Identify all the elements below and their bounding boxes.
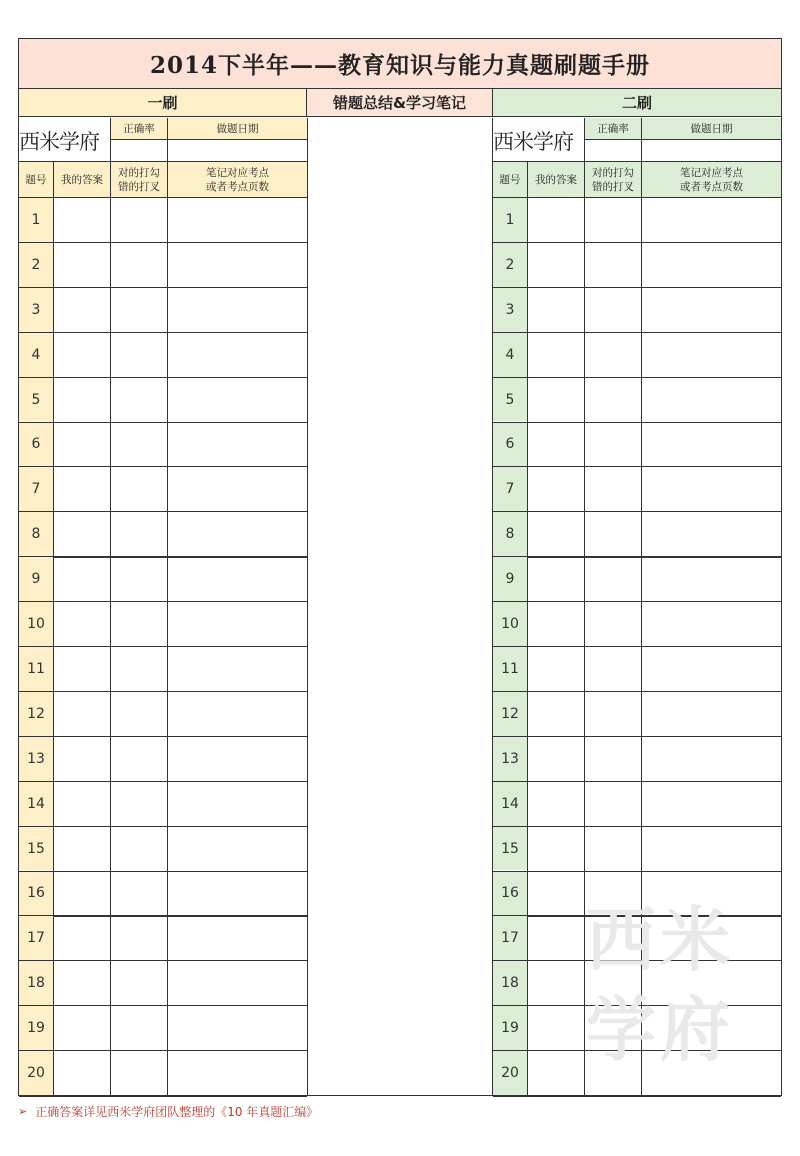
second-col-notes-line2: 或者考点页数 — [680, 180, 743, 193]
second-check-cell[interactable] — [584, 647, 641, 691]
second-answer-cell[interactable] — [527, 333, 584, 377]
first-check-cell[interactable] — [110, 602, 167, 646]
first-notes-cell[interactable] — [167, 1006, 307, 1050]
second-answer-cell[interactable] — [527, 512, 584, 556]
first-answer-cell[interactable] — [53, 1051, 110, 1095]
first-accuracy-value[interactable] — [110, 140, 167, 162]
second-brush-header: 二刷 — [493, 89, 781, 117]
first-answer-cell[interactable] — [53, 512, 110, 556]
first-col-number: 题号 — [19, 162, 53, 197]
second-check-cell[interactable] — [584, 378, 641, 422]
second-question-number: 8 — [493, 512, 527, 556]
first-check-cell[interactable] — [110, 647, 167, 691]
first-answer-cell[interactable] — [53, 692, 110, 736]
first-question-number: 6 — [19, 423, 53, 467]
second-check-cell[interactable] — [584, 782, 641, 826]
second-question-number: 3 — [493, 288, 527, 332]
first-check-cell[interactable] — [110, 198, 167, 242]
second-question-number: 10 — [493, 602, 527, 646]
first-notes-cell[interactable] — [167, 467, 307, 511]
second-question-number: 4 — [493, 333, 527, 377]
second-check-cell[interactable] — [584, 916, 641, 960]
arrow-icon: ➢ — [18, 1105, 28, 1118]
first-question-number: 2 — [19, 243, 53, 287]
second-question-number: 11 — [493, 647, 527, 691]
second-check-cell[interactable] — [584, 961, 641, 1005]
first-notes-cell[interactable] — [167, 333, 307, 377]
second-col-check — [584, 162, 641, 197]
first-col-notes-line1: 笔记对应考点 — [206, 166, 269, 179]
first-check-cell[interactable] — [110, 782, 167, 826]
second-column-divider — [527, 162, 528, 1095]
second-check-cell[interactable] — [584, 198, 641, 242]
second-question-number: 14 — [493, 782, 527, 826]
first-check-cell[interactable] — [110, 692, 167, 736]
second-question-number: 13 — [493, 737, 527, 781]
second-question-number: 9 — [493, 557, 527, 601]
first-answer-cell[interactable] — [53, 467, 110, 511]
second-question-number: 5 — [493, 378, 527, 422]
second-answer-cell[interactable] — [527, 288, 584, 332]
second-notes-cell[interactable] — [641, 872, 781, 916]
second-question-number: 15 — [493, 827, 527, 871]
second-check-cell[interactable] — [584, 737, 641, 781]
second-question-number: 12 — [493, 692, 527, 736]
second-question-number: 7 — [493, 467, 527, 511]
first-answer-cell[interactable] — [53, 916, 110, 960]
second-check-cell[interactable] — [584, 333, 641, 377]
second-date-value[interactable] — [641, 140, 781, 162]
second-question-number: 6 — [493, 423, 527, 467]
first-column-divider — [167, 162, 168, 1095]
second-check-cell[interactable] — [584, 1051, 641, 1095]
first-question-number: 13 — [19, 737, 53, 781]
first-question-number: 15 — [19, 827, 53, 871]
second-notes-cell[interactable] — [641, 916, 781, 960]
first-question-number: 1 — [19, 198, 53, 242]
second-answer-cell[interactable] — [527, 198, 584, 242]
first-check-cell[interactable] — [110, 243, 167, 287]
second-col-check-line2: 错的打叉 — [592, 180, 634, 193]
second-check-cell[interactable] — [584, 243, 641, 287]
second-logo: 西米学府 — [493, 130, 573, 154]
first-answer-cell[interactable] — [53, 602, 110, 646]
second-answer-cell[interactable] — [527, 692, 584, 736]
first-answer-cell[interactable] — [53, 288, 110, 332]
second-answer-cell[interactable] — [527, 872, 584, 916]
first-notes-cell[interactable] — [167, 512, 307, 556]
first-notes-cell[interactable] — [167, 378, 307, 422]
second-answer-cell[interactable] — [527, 737, 584, 781]
second-col-notes — [641, 162, 781, 197]
first-answer-cell[interactable] — [53, 827, 110, 871]
second-check-cell[interactable] — [584, 423, 641, 467]
first-notes-cell[interactable] — [167, 737, 307, 781]
second-check-cell[interactable] — [584, 557, 641, 601]
second-answer-cell[interactable] — [527, 782, 584, 826]
first-logo-row — [19, 118, 307, 162]
first-notes-cell[interactable] — [167, 692, 307, 736]
second-question-number: 20 — [493, 1051, 527, 1095]
second-check-cell[interactable] — [584, 288, 641, 332]
second-check-cell[interactable] — [584, 467, 641, 511]
first-answer-cell[interactable] — [53, 243, 110, 287]
second-answer-cell[interactable] — [527, 602, 584, 646]
second-accuracy-label: 正确率 — [584, 118, 641, 140]
second-notes-cell[interactable] — [641, 198, 781, 242]
second-answer-cell[interactable] — [527, 467, 584, 511]
first-answer-cell[interactable] — [53, 961, 110, 1005]
first-question-number: 20 — [19, 1051, 53, 1095]
second-question-number: 19 — [493, 1006, 527, 1050]
first-answer-cell[interactable] — [53, 737, 110, 781]
first-notes-cell[interactable] — [167, 961, 307, 1005]
second-col-notes-line1: 笔记对应考点 — [680, 166, 743, 179]
first-col-notes — [167, 162, 307, 197]
second-notes-cell[interactable] — [641, 782, 781, 826]
second-notes-cell[interactable] — [641, 288, 781, 332]
second-check-cell[interactable] — [584, 512, 641, 556]
second-notes-cell[interactable] — [641, 333, 781, 377]
second-answer-cell[interactable] — [527, 378, 584, 422]
first-check-cell[interactable] — [110, 467, 167, 511]
first-check-cell[interactable] — [110, 737, 167, 781]
second-answer-cell[interactable] — [527, 961, 584, 1005]
second-answer-cell[interactable] — [527, 916, 584, 960]
center-notes-header: 错题总结&学习笔记 — [307, 89, 493, 117]
first-logo: 西米学府 — [19, 130, 99, 154]
first-question-number: 5 — [19, 378, 53, 422]
second-date-label: 做题日期 — [641, 118, 781, 140]
first-answer-cell[interactable] — [53, 1006, 110, 1050]
second-answer-cell[interactable] — [527, 557, 584, 601]
second-notes-cell[interactable] — [641, 827, 781, 871]
first-check-cell[interactable] — [110, 512, 167, 556]
second-answer-cell[interactable] — [527, 1051, 584, 1095]
answer-sheet — [18, 38, 782, 1096]
second-question-number: 2 — [493, 243, 527, 287]
second-answer-cell[interactable] — [527, 1006, 584, 1050]
first-check-cell[interactable] — [110, 378, 167, 422]
second-notes-cell[interactable] — [641, 243, 781, 287]
first-answer-cell[interactable] — [53, 557, 110, 601]
first-check-cell[interactable] — [110, 872, 167, 916]
first-notes-cell[interactable] — [167, 782, 307, 826]
first-question-number: 14 — [19, 782, 53, 826]
first-question-number: 3 — [19, 288, 53, 332]
first-notes-cell[interactable] — [167, 423, 307, 467]
first-notes-cell[interactable] — [167, 243, 307, 287]
second-notes-cell[interactable] — [641, 647, 781, 691]
first-col-check — [110, 162, 167, 197]
first-check-cell[interactable] — [110, 288, 167, 332]
first-notes-cell[interactable] — [167, 647, 307, 691]
watermark-line1: 西米 — [586, 899, 734, 981]
second-notes-cell[interactable] — [641, 961, 781, 1005]
second-notes-cell[interactable] — [641, 1006, 781, 1050]
first-notes-cell[interactable] — [167, 557, 307, 601]
first-answer-cell[interactable] — [53, 333, 110, 377]
second-answer-cell[interactable] — [527, 827, 584, 871]
second-notes-cell[interactable] — [641, 512, 781, 556]
second-col-answer: 我的答案 — [527, 162, 584, 197]
first-notes-cell[interactable] — [167, 916, 307, 960]
watermark-line2: 学府 — [586, 989, 734, 1071]
first-notes-cell[interactable] — [167, 288, 307, 332]
first-col-answer: 我的答案 — [53, 162, 110, 197]
second-row-divider — [493, 1095, 781, 1097]
first-check-cell[interactable] — [110, 827, 167, 871]
first-check-cell[interactable] — [110, 557, 167, 601]
first-question-number: 17 — [19, 916, 53, 960]
second-notes-cell[interactable] — [641, 467, 781, 511]
second-accuracy-value[interactable] — [584, 140, 641, 162]
second-notes-cell[interactable] — [641, 423, 781, 467]
first-brush-panel — [19, 118, 307, 1095]
first-column-divider — [110, 162, 111, 1095]
first-notes-cell[interactable] — [167, 872, 307, 916]
first-answer-cell[interactable] — [53, 647, 110, 691]
first-col-check-line1: 对的打勾 — [118, 166, 160, 179]
first-question-number: 19 — [19, 1006, 53, 1050]
second-answer-cell[interactable] — [527, 423, 584, 467]
second-notes-cell[interactable] — [641, 378, 781, 422]
footer-note — [18, 1103, 318, 1120]
second-check-cell[interactable] — [584, 692, 641, 736]
second-notes-cell[interactable] — [641, 737, 781, 781]
first-notes-cell[interactable] — [167, 602, 307, 646]
footer-text: 正确答案详见西米学府团队整理的《10 年真题汇编》 — [35, 1105, 319, 1119]
second-answer-cell[interactable] — [527, 243, 584, 287]
first-question-number: 18 — [19, 961, 53, 1005]
first-notes-cell[interactable] — [167, 827, 307, 871]
second-question-number: 1 — [493, 198, 527, 242]
second-logo-row — [493, 118, 781, 162]
first-answer-cell[interactable] — [53, 423, 110, 467]
second-notes-cell[interactable] — [641, 557, 781, 601]
first-brush-header: 一刷 — [19, 89, 307, 117]
first-answer-cell[interactable] — [53, 782, 110, 826]
first-check-cell[interactable] — [110, 916, 167, 960]
second-col-number: 题号 — [493, 162, 527, 197]
second-check-cell[interactable] — [584, 602, 641, 646]
first-date-label: 做题日期 — [167, 118, 307, 140]
second-question-number: 17 — [493, 916, 527, 960]
first-question-number: 4 — [19, 333, 53, 377]
second-column-divider — [641, 162, 642, 1095]
first-col-check-line2: 错的打叉 — [118, 180, 160, 193]
first-check-cell[interactable] — [110, 961, 167, 1005]
second-question-number: 16 — [493, 872, 527, 916]
first-accuracy-label: 正确率 — [110, 118, 167, 140]
first-notes-cell[interactable] — [167, 198, 307, 242]
first-check-cell[interactable] — [110, 1051, 167, 1095]
second-notes-cell[interactable] — [641, 602, 781, 646]
second-notes-cell[interactable] — [641, 1051, 781, 1095]
second-check-cell[interactable] — [584, 1006, 641, 1050]
first-question-number: 9 — [19, 557, 53, 601]
first-question-number: 10 — [19, 602, 53, 646]
first-date-value[interactable] — [167, 140, 307, 162]
second-answer-cell[interactable] — [527, 647, 584, 691]
page-title: 2014下半年——教育知识与能力真题刷题手册 — [19, 39, 781, 89]
second-column-divider — [584, 162, 585, 1095]
first-answer-cell[interactable] — [53, 872, 110, 916]
first-answer-cell[interactable] — [53, 198, 110, 242]
first-answer-cell[interactable] — [53, 378, 110, 422]
second-notes-cell[interactable] — [641, 692, 781, 736]
first-row-divider — [19, 1095, 307, 1097]
first-question-number: 11 — [19, 647, 53, 691]
first-col-notes-line2: 或者考点页数 — [206, 180, 269, 193]
second-check-cell[interactable] — [584, 872, 641, 916]
first-question-number: 12 — [19, 692, 53, 736]
second-col-check-line1: 对的打勾 — [592, 166, 634, 179]
first-check-cell[interactable] — [110, 1006, 167, 1050]
first-check-cell[interactable] — [110, 423, 167, 467]
first-question-number: 16 — [19, 872, 53, 916]
second-check-cell[interactable] — [584, 827, 641, 871]
first-question-number: 7 — [19, 467, 53, 511]
center-notes-area[interactable] — [307, 118, 493, 1095]
first-column-divider — [53, 162, 54, 1095]
first-check-cell[interactable] — [110, 333, 167, 377]
first-notes-cell[interactable] — [167, 1051, 307, 1095]
first-question-number: 8 — [19, 512, 53, 556]
second-brush-panel — [493, 118, 781, 1095]
second-question-number: 18 — [493, 961, 527, 1005]
